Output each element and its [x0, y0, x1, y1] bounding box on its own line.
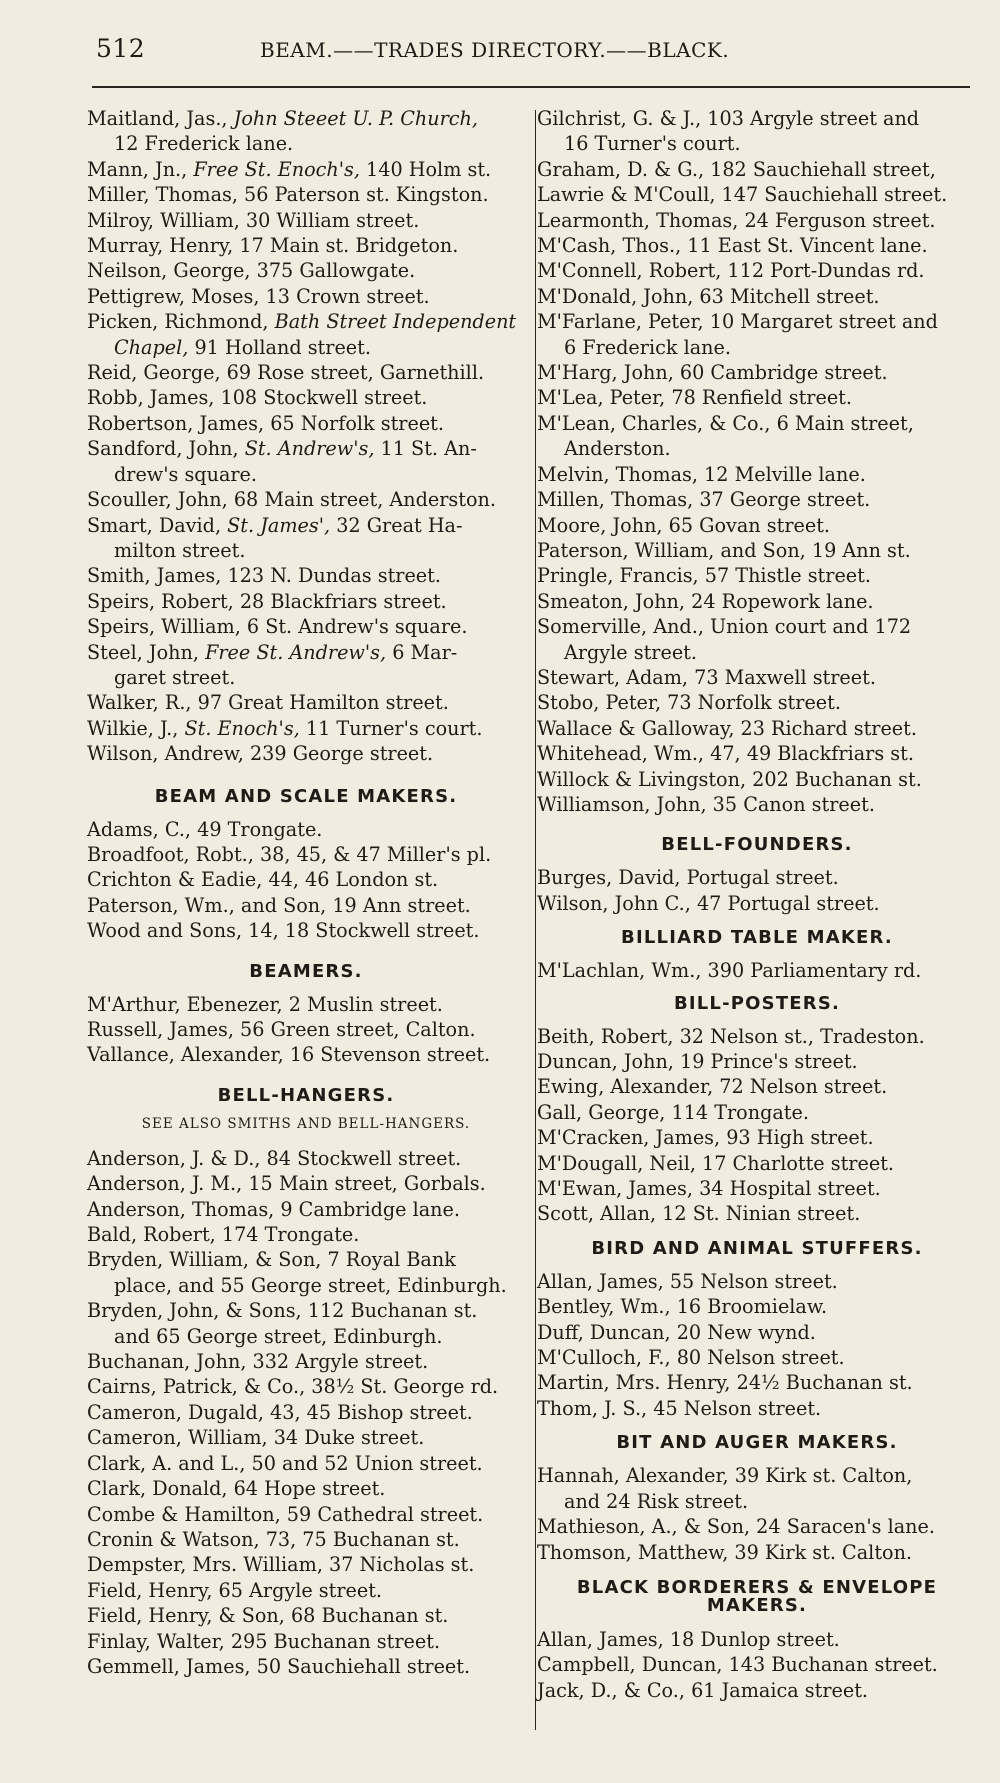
list-item: Ewing, Alexander, 72 Nelson street. — [537, 1075, 888, 1099]
list-item: Paterson, William, and Son, 19 Ann st. — [537, 538, 911, 562]
list-item: Jack, D., & Co., 61 Jamaica street. — [537, 1678, 869, 1702]
list-item: Cairns, Patrick, & Co., 38½ St. George rd. — [87, 1375, 499, 1399]
list-item: Walker, R., 97 Great Hamilton street. — [87, 691, 449, 715]
list-item: M'Ewan, James, 34 Hospital street. — [537, 1177, 881, 1201]
list-item: Clark, Donald, 64 Hope street. — [87, 1477, 386, 1501]
header-rule — [92, 86, 970, 88]
section-heading: BELL-FOUNDERS. — [661, 834, 853, 856]
list-item: Smart, David, St. James', 32 Great Ha- milton street. — [87, 513, 463, 562]
right-column — [537, 106, 977, 1703]
list-item: Field, Henry, & Son, 68 Buchanan st. — [87, 1604, 449, 1628]
list-item: Willock & Livingston, 202 Buchanan st. — [537, 767, 922, 791]
list-item: Wilson, John C., 47 Portugal street. — [537, 891, 880, 915]
list-item: Robb, James, 108 Stockwell street. — [87, 386, 428, 410]
list-item: Murray, Henry, 17 Main st. Bridgeton. — [87, 234, 459, 258]
list-item: Campbell, Duncan, 143 Buchanan street. — [537, 1653, 938, 1677]
list-item: Cameron, William, 34 Duke street. — [87, 1426, 425, 1450]
list-item: Stewart, Adam, 73 Maxwell street. — [537, 665, 876, 689]
list-item: Clark, A. and L., 50 and 52 Union street. — [87, 1451, 483, 1475]
list-item: Learmonth, Thomas, 24 Ferguson street. — [537, 208, 936, 232]
list-item: Maitland, Jas., John Steeet U. P. Church, 12 Frederick lane. — [87, 107, 479, 156]
list-item: M'Farlane, Peter, 10 Margaret street and 6 Frederick lane. — [537, 310, 938, 359]
list-item: M'Cracken, James, 93 High street. — [537, 1126, 874, 1150]
list-item: Gemmell, James, 50 Sauchiehall street. — [87, 1654, 471, 1678]
list-item: M'Arthur, Ebenezer, 2 Muslin street. — [87, 992, 443, 1016]
list-item: Cronin & Watson, 73, 75 Buchanan st. — [87, 1527, 460, 1551]
list-item: Millen, Thomas, 37 George street. — [537, 488, 871, 512]
list-item: Pettigrew, Moses, 13 Crown street. — [87, 284, 430, 308]
section-heading: BILL-POSTERS. — [673, 992, 841, 1014]
column-divider — [535, 110, 536, 1730]
list-item: Lawrie & M'Coull, 147 Sauchiehall street. — [537, 183, 948, 207]
list-item: Smith, James, 123 N. Dundas street. — [87, 564, 441, 588]
list-item: Allan, James, 55 Nelson street. — [537, 1269, 838, 1293]
list-item: M'Donald, John, 63 Mitchell street. — [537, 284, 880, 308]
list-item: Speirs, Robert, 28 Blackfriars street. — [87, 589, 447, 613]
list-item: Duff, Duncan, 20 New wynd. — [537, 1320, 816, 1344]
page-number: 512 — [96, 34, 146, 63]
list-item: Miller, Thomas, 56 Paterson st. Kingston. — [87, 183, 489, 207]
list-item: M'Culloch, F., 80 Nelson street. — [537, 1346, 845, 1370]
list-item: Melvin, Thomas, 12 Melville lane. — [537, 462, 866, 486]
list-item: Beith, Robert, 32 Nelson st., Tradeston. — [537, 1024, 925, 1048]
list-item: Bryden, John, & Sons, 112 Buchanan st. and 65 George street, Edinburgh. — [87, 1299, 478, 1348]
list-item: Wilson, Andrew, 239 George street. — [87, 742, 434, 766]
list-item: Russell, James, 56 Green street, Calton. — [87, 1018, 476, 1041]
list-item: Allan, James, 18 Dunlop street. — [537, 1627, 840, 1651]
list-item: Bryden, William, & Son, 7 Royal Bank place, and 55 George street, Edinburgh. — [87, 1248, 507, 1297]
list-item: Somerville, And., Union court and 172 Argyle street. — [537, 615, 912, 664]
list-item: M'Connell, Robert, 112 Port-Dundas rd. — [537, 259, 925, 283]
list-item: Wood and Sons, 14, 18 Stockwell street. — [87, 919, 480, 943]
list-item: Broadfoot, Robt., 38, 45, & 47 Miller's pl. — [87, 842, 492, 866]
list-item: Anderson, J. M., 15 Main street, Gorbals. — [87, 1172, 486, 1196]
list-item: Gall, George, 114 Trongate. — [537, 1100, 809, 1124]
list-item: Bald, Robert, 174 Trongate. — [87, 1223, 360, 1247]
list-item: Neilson, George, 375 Gallowgate. — [87, 259, 416, 283]
list-item: M'Harg, John, 60 Cambridge street. — [537, 361, 888, 385]
section-heading: BLACK BORDERERS & ENVELOPE MAKERS. — [576, 1576, 938, 1616]
list-item: Stobo, Peter, 73 Norfolk street. — [537, 691, 841, 715]
list-item: Mathieson, A., & Son, 24 Saracen's lane. — [537, 1515, 935, 1539]
list-item: Picken, Richmond, Bath Street Independent Chapel, 91 Holland street. — [87, 310, 517, 359]
list-item: Duncan, John, 19 Prince's street. — [537, 1050, 858, 1073]
list-item: Anderson, J. & D., 84 Stockwell street. — [87, 1146, 462, 1170]
list-item: Crichton & Eadie, 44, 46 London st. — [87, 868, 439, 892]
list-item: Scott, Allan, 12 St. Ninian street. — [537, 1202, 861, 1226]
list-item: Steel, John, Free St. Andrew's, 6 Mar- garet street. — [87, 640, 458, 689]
list-item: Mann, Jn., Free St. Enoch's, 140 Holm st. — [87, 157, 492, 181]
list-item: Whitehead, Wm., 47, 49 Blackfriars st. — [537, 742, 914, 766]
list-item: Adams, C., 49 Trongate. — [87, 817, 323, 841]
section-heading: BILLIARD TABLE MAKER. — [621, 927, 893, 949]
list-item: Sandford, John, St. Andrew's, 11 St. An- drew's square. — [87, 437, 477, 486]
list-item: Cameron, Dugald, 43, 45 Bishop street. — [87, 1400, 473, 1424]
section-note: SEE ALSO SMITHS AND BELL-HANGERS. — [141, 1115, 471, 1132]
running-head: BEAM.——TRADES DIRECTORY.——BLACK. — [260, 38, 730, 62]
page-header — [88, 34, 968, 66]
list-item: Dempster, Mrs. William, 37 Nicholas st. — [87, 1553, 475, 1577]
list-item: Bentley, Wm., 16 Broomielaw. — [537, 1295, 828, 1319]
section-heading: BIT AND AUGER MAKERS. — [616, 1432, 898, 1454]
list-item: Milroy, William, 30 William street. — [87, 208, 420, 232]
list-item: Vallance, Alexander, 16 Stevenson street. — [87, 1043, 491, 1067]
section-heading: BELL-HANGERS. — [217, 1084, 395, 1106]
list-item: Pringle, Francis, 57 Thistle street. — [537, 564, 871, 588]
list-item: Hannah, Alexander, 39 Kirk st. Calton, and 24 Risk street. — [537, 1464, 913, 1513]
section-heading: BEAM AND SCALE MAKERS. — [154, 785, 458, 807]
list-item: Burges, David, Portugal street. — [537, 866, 839, 890]
list-item: Field, Henry, 65 Argyle street. — [87, 1578, 383, 1602]
list-item: M'Cash, Thos., 11 East St. Vincent lane. — [537, 234, 928, 258]
list-item: Martin, Mrs. Henry, 24½ Buchanan st. — [537, 1371, 913, 1395]
list-item: Williamson, John, 35 Canon street. — [537, 792, 875, 816]
list-item: Finlay, Walter, 295 Buchanan street. — [87, 1629, 441, 1653]
section-heading: BIRD AND ANIMAL STUFFERS. — [591, 1237, 923, 1259]
list-item: Wilkie, J., St. Enoch's, 11 Turner's court. — [87, 716, 483, 740]
list-item: M'Lea, Peter, 78 Renfield street. — [537, 386, 852, 410]
list-item: Moore, John, 65 Govan street. — [537, 513, 831, 537]
list-item: Thom, J. S., 45 Nelson street. — [537, 1396, 822, 1420]
list-item: Gilchrist, G. & J., 103 Argyle street and 16 Turner's court. — [537, 107, 920, 156]
list-item: Anderson, Thomas, 9 Cambridge lane. — [87, 1197, 460, 1221]
list-item: Wallace & Galloway, 23 Richard street. — [537, 716, 917, 740]
list-item: M'Dougall, Neil, 17 Charlotte street. — [537, 1151, 895, 1175]
left-column — [87, 106, 525, 1679]
list-item: Paterson, Wm., and Son, 19 Ann street. — [87, 893, 471, 917]
list-item: Reid, George, 69 Rose street, Garnethill. — [87, 361, 485, 385]
list-item: Graham, D. & G., 182 Sauchiehall street, — [537, 157, 936, 181]
list-item: M'Lean, Charles, & Co., 6 Main street, Anderston. — [537, 411, 914, 461]
section-heading: BEAMERS. — [249, 960, 363, 982]
list-item: Speirs, William, 6 St. Andrew's square. — [87, 615, 468, 639]
list-item: M'Lachlan, Wm., 390 Parliamentary rd. — [537, 959, 922, 983]
list-item: Thomson, Matthew, 39 Kirk st. Calton. — [537, 1540, 913, 1564]
list-item: Smeaton, John, 24 Ropework lane. — [537, 589, 874, 613]
list-item: Robertson, James, 65 Norfolk street. — [87, 411, 444, 435]
list-item: Scouller, John, 68 Main street, Anderston. — [87, 488, 496, 512]
list-item: Buchanan, John, 332 Argyle street. — [87, 1350, 429, 1374]
list-item: Combe & Hamilton, 59 Cathedral street. — [87, 1502, 484, 1526]
